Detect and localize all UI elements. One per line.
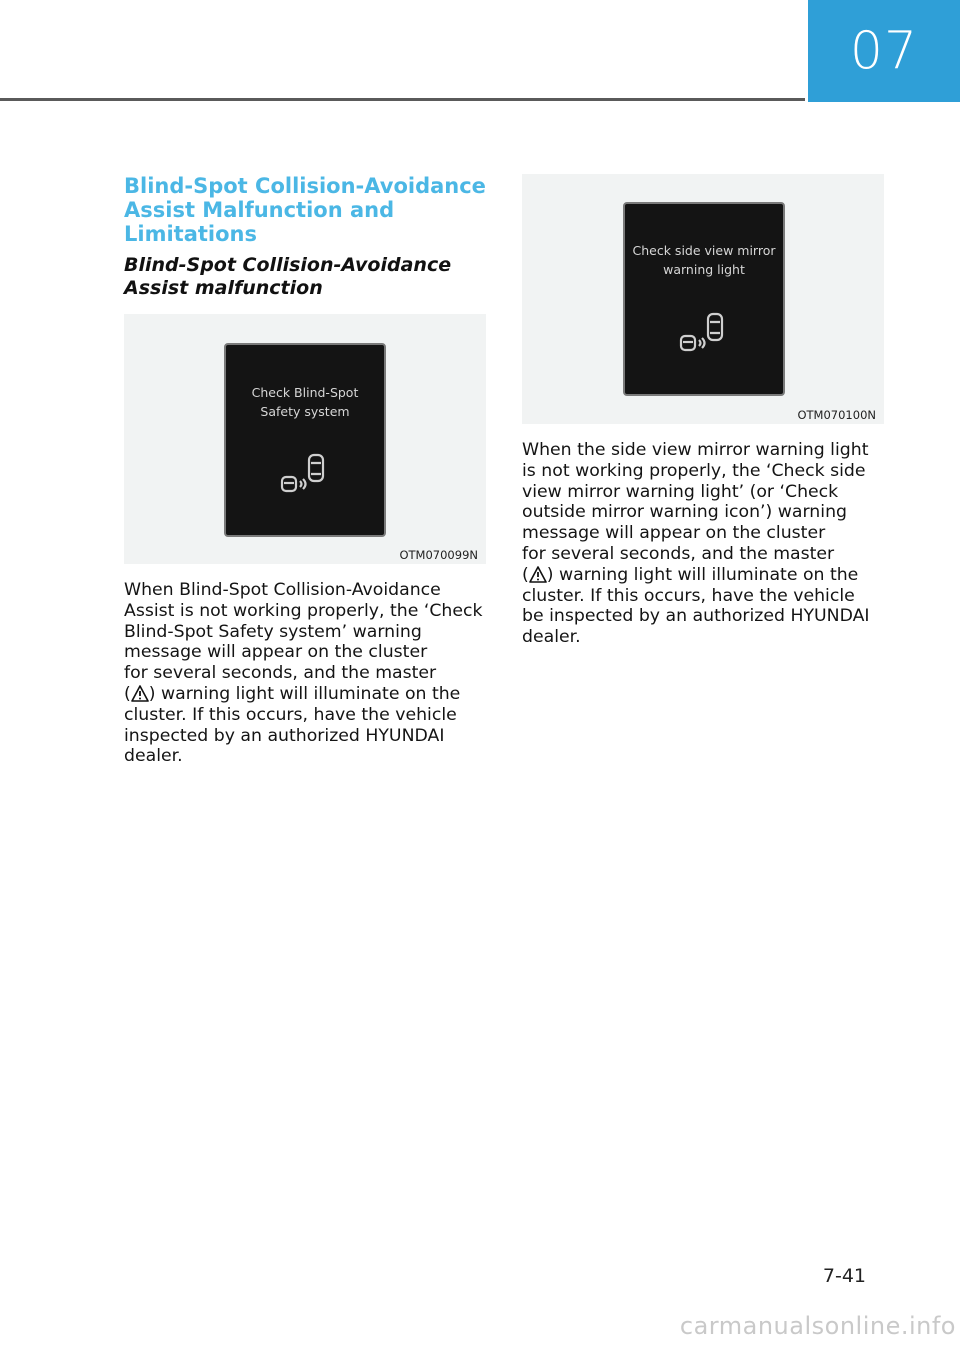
subsection-title: Blind-Spot Collision-Avoidance Assist malfunction [124,254,452,299]
master-warning-triangle-icon [131,685,149,702]
page-number: 7-41 [822,1265,866,1287]
left-column [124,174,488,767]
chapter-number: 07 [849,21,919,81]
blind-spot-car-icon [675,312,735,362]
cluster-figure-blind-spot [124,314,486,564]
cluster-screen [224,343,386,537]
blind-spot-car-icon [276,453,336,503]
chapter-tab [808,0,960,102]
header-rule [0,98,805,101]
figure-code: OTM070100N [797,408,876,422]
cluster-screen [623,202,785,396]
paragraph: When the side view mirror warning light is not working properly, the ‘Check side view mirror warning light’ (or ‘Check outside mirror warning icon’) warning message will appear on the cluster for several seconds, and the master ( ) warning light will illuminate on the cluster. If this occurs, have the vehicle be inspected by an authorized HYUNDAI dealer. [522,440,870,648]
paragraph: When Blind-Spot Collision-Avoidance Assist is not working properly, the ‘Check Blind-Spot Safety system’ warning message will appear on the cluster for several seconds, and the master ( ) warning light will illuminate on the cluster. If this occurs, have the vehicle inspected by an authorized HYUNDAI dealer. [124,580,483,767]
section-title: Blind-Spot Collision-Avoidance Assist Malfunction and Limitations [124,174,486,246]
watermark: carmanualsonline.info [679,1312,956,1340]
cluster-message: Check side view mirror warning light [632,243,776,277]
cluster-figure-side-mirror [522,174,884,424]
figure-code: OTM070099N [399,548,478,562]
cluster-message: Check Blind-Spot Safety system [251,385,359,419]
right-column [522,174,886,648]
master-warning-triangle-icon [529,566,547,583]
